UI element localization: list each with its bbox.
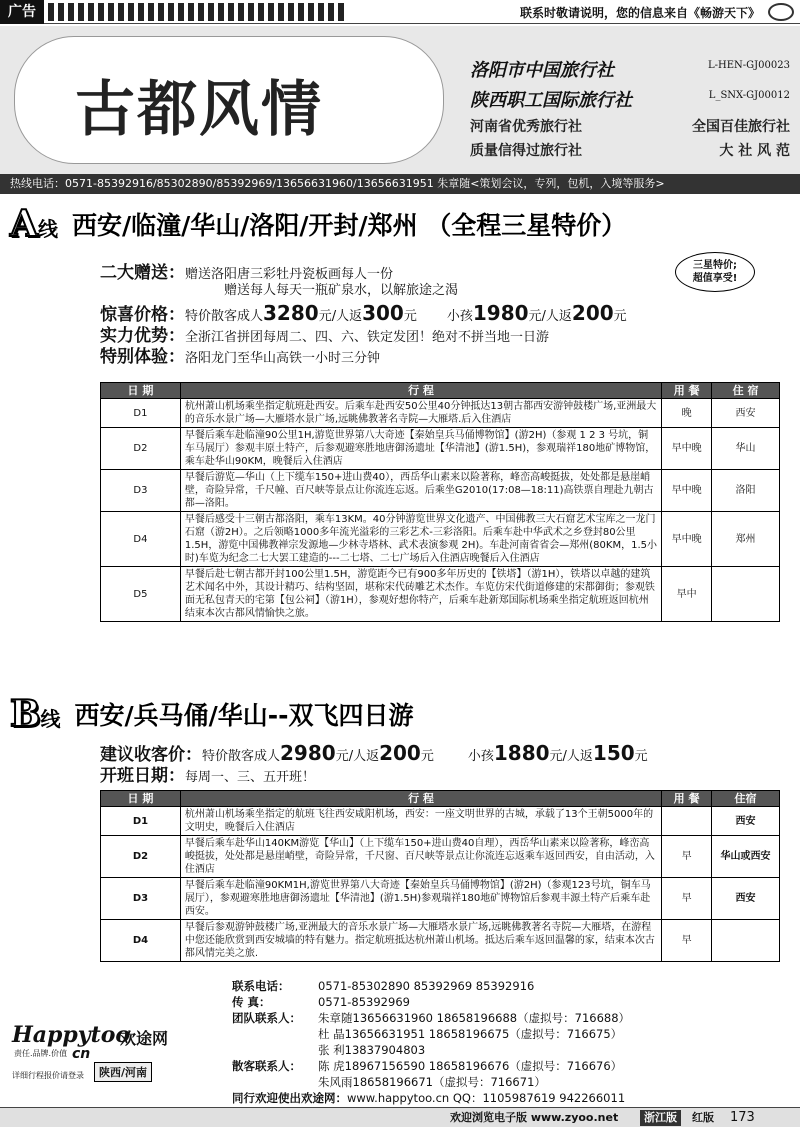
cell-text: 早餐后参观游钟鼓楼广场,亚洲最大的音乐水景广场—大雁塔水景广场,远眺佛教著名寺院—大雁塔，在游程中您还能欣赏到西安城墙的特有魅力。指定航班抵达杭州萧山机场。抵达后乘车返回温馨的家，结束本次古都风情完美之旅.: [180, 920, 661, 962]
table-row: [101, 567, 780, 622]
cell-day: D3: [101, 878, 181, 920]
logo-panel: [14, 36, 444, 164]
cell-text: 早餐后乘车赴临潼90KM1H,游览世界第八大奇迹【秦始皇兵马俑博物馆】(游2H)（参观123号坑，铜车马展厅），参观避寒胜地唐御汤遗址【华清池】(游1.5H)参观瑞祥180地矿博物馆后参观丰源土特产后乘车赴西安。: [180, 878, 661, 920]
happytoo-logo: Happytoo 欢途网 cn 责任.品牌.价值 详细行程报价请登录 陕西/河南: [12, 1022, 169, 1080]
cell-day: D3: [101, 470, 181, 512]
cell-meal: 晚: [662, 399, 712, 428]
contact-row: [232, 994, 630, 1010]
contact-label: 联系电话：: [232, 979, 290, 993]
source-note: 联系时敬请说明，您的信息来自《畅游天下》: [519, 6, 760, 20]
contact-value: 杜 晶13656631951 18658196675（虚拟号：716675）: [318, 1027, 623, 1041]
honors: [470, 116, 790, 164]
cell-stay: 郑州: [712, 512, 780, 567]
cell-stay: [712, 920, 780, 962]
line-b-info: 建议收客价： 特价散客成人 2980 元/人返 200 元 小孩 1880 元/人返 150 元 开班日期： 每周一、三、五开班！: [100, 741, 648, 786]
adult-price: 2980: [280, 741, 336, 765]
cell-stay: 西安: [712, 399, 780, 428]
line-b-heading: [10, 693, 414, 735]
cell-text: 早餐后赴七朝古都开封100公里1.5H，游览距今已有900多年历史的【铁塔】（游1H），铁塔以卓越的建筑艺术闻名中外，其设计精巧、结构坚固，堪称宋代砖雕艺术杰作。车览仿宋代街道修建的宋都御街；参观铁面无私包青天的宅第【包公祠】（游1H），参观好想你特产，后乘车赴新郑国际机场乘坐指定航班返回杭州结束本次古都风情愉快之旅。: [180, 567, 661, 622]
line-a-info: 二大赠送： 赠送洛阳唐三彩牡丹瓷板画每人一份 赠送每人每天一瓶矿泉水，以解旅途之渴 惊喜价格： 特价散客成人 3280 元/人返 300 元 小孩 1980 元/人返 200 元 实力优势： 全浙江省拼团每周二、四、六、铁定发团！绝对不拼当地一日游 特别体验： 洛阳龙门至华山高铁一小时三分钟: [100, 258, 627, 363]
cell-stay: 洛阳: [712, 470, 780, 512]
cell-stay: 西安: [712, 807, 780, 836]
advantage-text: 全浙江省拼团每周二、四、六、铁定发团！绝对不拼当地一日游: [185, 330, 550, 345]
agency-row: [470, 56, 790, 82]
honor-text: 河南省优秀旅行社: [470, 119, 582, 135]
cell-day: D2: [101, 836, 181, 878]
contact-label: [232, 1042, 318, 1058]
agency-list: [470, 56, 790, 116]
contact-value: 0571-85392969: [318, 995, 410, 1009]
table-row: [101, 807, 780, 836]
top-bar: [0, 0, 800, 24]
brand-logo: 古都风情: [75, 75, 323, 145]
line-b-title: 西安/兵马俑/华山--双飞四日游: [74, 701, 414, 730]
col-itinerary: 行 程: [180, 791, 661, 807]
happytoo-cn-name: 欢途网: [120, 1029, 169, 1048]
line-b-itinerary-table: [100, 790, 780, 962]
gift-2: 赠送每人每天一瓶矿泉水，以解旅途之渴: [224, 283, 459, 298]
child-price: 1880: [493, 741, 550, 765]
line-a-heading: [10, 203, 627, 245]
table-row: [101, 920, 780, 962]
line-a-itinerary-table: [100, 382, 780, 622]
agency-name: 洛阳市中国旅行社: [470, 60, 614, 81]
line-a-title: 西安/临潼/华山/洛阳/开封/郑州 （全程三星特价）: [71, 211, 627, 240]
table-row: [101, 836, 780, 878]
col-lodging: 住宿: [712, 791, 780, 807]
contact-value: 朱章随13656631960 18658196688（虚拟号：716688）: [318, 1011, 631, 1025]
contact-label: 团队联系人：: [232, 1011, 301, 1025]
cell-meal: 早: [662, 920, 712, 962]
contact-label: 传 真：: [232, 995, 271, 1009]
contact-block: [232, 978, 630, 1106]
decorative-stripe: [48, 3, 348, 21]
contact-row: [232, 1010, 630, 1026]
cell-day: D5: [101, 567, 181, 622]
contact-row: [232, 1042, 630, 1058]
price-label: 惊喜价格：: [100, 305, 185, 325]
gift-1: 赠送洛阳唐三彩牡丹瓷板画每人一份: [185, 267, 394, 282]
contact-row: [232, 1026, 630, 1042]
cell-day: D4: [101, 512, 181, 567]
honor-text: 全国百佳旅行社: [692, 119, 790, 135]
special-price-bubble: 三星特价; 超值享受!: [675, 252, 755, 292]
contact-label: [232, 1074, 318, 1090]
hotline-bar: 热线电话：0571-85392916/85302890/85392969/13656631960/13656631951 朱章随<策划会议，专列，包机，入境等服务>: [0, 174, 800, 194]
cell-meal: [662, 807, 712, 836]
edition-badge: 浙江版: [640, 1110, 681, 1126]
cell-stay: 华山或西安: [712, 836, 780, 878]
schedule-text: 每周一、三、五开班！: [185, 770, 316, 785]
col-lodging: 住 宿: [712, 383, 780, 399]
page-number: 173: [730, 1110, 755, 1125]
cell-meal: 早中: [662, 567, 712, 622]
line-b-badge: B线: [10, 693, 61, 735]
cell-day: D4: [101, 920, 181, 962]
contact-value: 0571-85302890 85392969 85392916: [318, 979, 535, 993]
cell-text: 杭州萧山机场乘坐指定的航班飞往西安咸阳机场，西安：一座文明世界的古城，承载了13个王朝5000年的文明史，晚餐后入住酒店: [180, 807, 661, 836]
contact-label: 同行欢迎使出欢途网：: [232, 1091, 347, 1105]
cell-text: 早餐后游览—华山（上下缆车150+进山费40），西岳华山素来以险著称，峰峦高峻挺拔，处处都是悬崖峭壁，奇险异常，千尺幢、百尺峡等景点让你流连忘返。后乘坐G2010(17:08—18:11)高铁票自理赴九朝古都—洛阳。: [180, 470, 661, 512]
ad-label: 广告: [0, 0, 44, 24]
cell-meal: 早中晚: [662, 512, 712, 567]
contact-value: 张 利13837904803: [318, 1043, 426, 1057]
col-meals: 用 餐: [662, 791, 712, 807]
child-price: 1980: [472, 301, 529, 325]
magazine-logo-icon: [768, 3, 794, 21]
cell-text: 早餐后乘车赴临潼90公里1H,游览世界第八大奇迹【秦始皇兵马俑博物馆】(游2H)（参观 1 2 3 号坑，铜车马展厅）参观丰原土特产，后参观避寒胜地唐御汤遗址【华清池】(游1.5H)，参观瑞祥180地矿博物馆，乘车赴华山90KM，晚餐后入住酒店: [180, 428, 661, 470]
contact-row: [232, 1074, 630, 1090]
cell-meal: 早: [662, 836, 712, 878]
cell-stay: 西安: [712, 878, 780, 920]
footer-bar: 欢迎浏览电子版 www.zyoo.net 浙江版 红版 173: [0, 1107, 800, 1127]
col-date: 日 期: [101, 383, 181, 399]
contact-value: 朱风雨18658196671（虚拟号：716671）: [318, 1075, 546, 1089]
gift-label: 二大赠送：: [100, 263, 185, 283]
agency-name: 陕西职工国际旅行社: [470, 90, 632, 111]
honor-text: 大 社 风 范: [719, 143, 790, 159]
cell-stay: 华山: [712, 428, 780, 470]
contact-label: 散客联系人：: [232, 1059, 301, 1073]
cell-meal: 早中晚: [662, 470, 712, 512]
contact-row: [232, 1090, 630, 1106]
col-date: 日 期: [101, 791, 181, 807]
col-itinerary: 行 程: [180, 383, 661, 399]
cell-meal: 早: [662, 878, 712, 920]
table-row: [101, 878, 780, 920]
table-row: [101, 512, 780, 567]
footer-web: 欢迎浏览电子版 www.zyoo.net: [450, 1111, 619, 1124]
cell-text: 早餐后乘车赴华山140KM游览【华山】（上下缆车150+进山费40自理），西岳华山素来以险著称，峰峦高峻挺拔，处处都是悬崖峭壁，奇险异常，千尺窗、百尺峡等景点让你流连忘返乘车返回西安，自由活动，入住酒店: [180, 836, 661, 878]
region-badge: 陕西/河南: [94, 1062, 152, 1082]
contact-row: [232, 978, 630, 994]
cell-day: D1: [101, 399, 181, 428]
table-row: [101, 399, 780, 428]
cell-day: D1: [101, 807, 181, 836]
adult-price: 3280: [263, 301, 319, 325]
cell-text: 早餐后感受十三朝古都洛阳，乘车13KM。40分钟游览世界文化遗产、中国佛教三大石窟艺术宝库之一龙门石窟（游2H）。之后领略1000多年流光溢彩的三彩艺术-三彩洛阳。后乘车赴中华武术之乡登封80公里1.5H，游览中国佛教禅宗发源地—少林寺塔林、武术表演参观 2H)。车赴河南省省会—郑州(80KM，1.5小时)车览为纪念二七大罢工建造的---二七塔、二七广场后入住酒店晚餐后入住酒店: [180, 512, 661, 567]
experience-text: 洛阳龙门至华山高铁一小时三分钟: [185, 351, 381, 366]
agency-row: [470, 86, 790, 112]
table-row: [101, 428, 780, 470]
header-banner: [0, 26, 800, 174]
cell-meal: 早中晚: [662, 428, 712, 470]
agency-license: L-HEN-GJ00023: [708, 60, 790, 71]
contact-label: [232, 1026, 318, 1042]
agency-license: L_SNX-GJ00012: [708, 90, 790, 101]
col-meals: 用 餐: [662, 383, 712, 399]
contact-row: [232, 1058, 630, 1074]
line-a-badge: A线: [10, 203, 58, 245]
contact-value: www.happytoo.cn QQ：1105987619 942266011: [347, 1091, 626, 1105]
contact-value: 陈 虎18967156590 18658196676（虚拟号：716676）: [318, 1059, 623, 1073]
cell-stay: [712, 567, 780, 622]
happytoo-brand: Happytoo: [12, 1022, 131, 1048]
table-row: [101, 470, 780, 512]
honor-text: 质量信得过旅行社: [470, 143, 582, 159]
cell-day: D2: [101, 428, 181, 470]
cell-text: 杭州萧山机场乘坐指定航班赴西安。后乘车赴西安50公里40分钟抵达13朝古都西安游钟鼓楼广场,亚洲最大的音乐水景广场—大雁塔水景广场,远眺佛教著名寺院—大雁塔.后入住酒店: [180, 399, 661, 428]
